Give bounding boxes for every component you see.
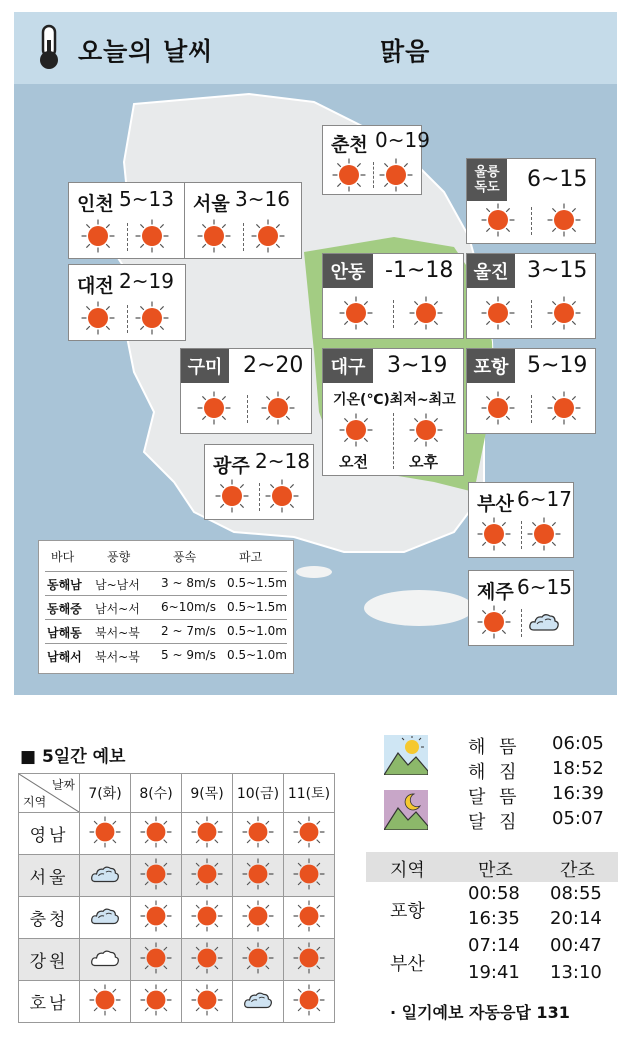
sun-icon bbox=[191, 900, 223, 932]
card-daegu bbox=[322, 348, 464, 476]
forecast-cell bbox=[131, 855, 182, 897]
tide-header-cell: 지역 bbox=[390, 860, 425, 881]
card-temp: 5~19 bbox=[527, 353, 588, 378]
card-city: 울진 bbox=[467, 254, 515, 288]
moonrise-label: 달 뜸 bbox=[468, 787, 521, 808]
sea-cell: 0.5~1.0m bbox=[227, 624, 287, 638]
card-jeju bbox=[468, 570, 574, 646]
tide-high: 07:14 bbox=[468, 935, 520, 956]
sun-icon bbox=[265, 479, 299, 513]
day-header: 11(토) bbox=[284, 774, 335, 813]
sun-icon bbox=[197, 219, 231, 253]
auto-response-footer: · 일기예보 자동응답 131 bbox=[390, 1003, 570, 1022]
sun-icon bbox=[251, 219, 285, 253]
card-temp: 0~19 bbox=[375, 128, 430, 152]
sea-header: 파고 bbox=[239, 550, 263, 564]
forecast-cell bbox=[80, 981, 131, 1023]
card-temp: 6~15 bbox=[517, 575, 572, 599]
forecast-cell bbox=[80, 813, 131, 855]
sea-header: 풍향 bbox=[107, 550, 131, 564]
sea-row bbox=[45, 619, 287, 642]
corner-cell bbox=[19, 774, 80, 813]
sun-icon bbox=[140, 942, 172, 974]
divider bbox=[521, 521, 522, 549]
sea-cell: 남서~서 bbox=[95, 602, 140, 616]
cloud-icon bbox=[89, 858, 121, 890]
card-city: 포항 bbox=[467, 349, 515, 383]
card-city: 광주 bbox=[213, 455, 250, 477]
region-label: 충청 bbox=[19, 897, 80, 939]
sun-icon bbox=[242, 816, 274, 848]
forecast-cell bbox=[131, 813, 182, 855]
sun-icon bbox=[293, 984, 325, 1016]
sea-cell: 0.5~1.5m bbox=[227, 600, 287, 614]
sea-cell: 2 ~ 7m/s bbox=[161, 624, 216, 638]
forecast-cell bbox=[182, 813, 233, 855]
divider bbox=[393, 300, 394, 328]
sun-icon bbox=[197, 391, 231, 425]
forecast-cell bbox=[182, 939, 233, 981]
forecast-cell bbox=[284, 981, 335, 1023]
card-city: 인천 bbox=[77, 193, 114, 215]
divider bbox=[531, 207, 532, 235]
sun-icon bbox=[339, 296, 373, 330]
sun-icon bbox=[547, 296, 581, 330]
sunrise-time: 06:05 bbox=[552, 733, 604, 754]
forecast-cell bbox=[233, 897, 284, 939]
sun-icon bbox=[140, 858, 172, 890]
divider bbox=[127, 223, 128, 251]
sea-cell: 0.5~1.0m bbox=[227, 648, 287, 662]
card-busan bbox=[468, 482, 574, 558]
card-ulleung-dokdo bbox=[466, 158, 596, 244]
card-andong bbox=[322, 253, 464, 339]
divider bbox=[247, 395, 248, 423]
moon-mountain-icon bbox=[384, 790, 428, 830]
forecast-cell bbox=[182, 981, 233, 1023]
sun-icon bbox=[140, 900, 172, 932]
forecast-cell bbox=[233, 855, 284, 897]
sun-icon bbox=[481, 391, 515, 425]
sun-icon bbox=[191, 984, 223, 1016]
sea-header: 풍속 bbox=[173, 550, 197, 564]
moonrise-time: 16:39 bbox=[552, 783, 604, 804]
sun-icon bbox=[140, 816, 172, 848]
card-temp: 3~19 bbox=[387, 353, 448, 378]
sea-cell: 동해중 bbox=[47, 602, 82, 616]
forecast-cell bbox=[131, 939, 182, 981]
sea-cell: 남해동 bbox=[47, 626, 82, 640]
day-header: 9(목) bbox=[182, 774, 233, 813]
sunset-label: 해 짐 bbox=[468, 762, 521, 783]
tide-header bbox=[366, 852, 618, 882]
sea-cell: 3 ~ 8m/s bbox=[161, 576, 216, 590]
sun-icon bbox=[135, 301, 169, 335]
forecast-title: ■ 5일간 예보 bbox=[20, 747, 126, 767]
sun-icon bbox=[409, 413, 443, 447]
sea-row bbox=[45, 595, 287, 618]
card-gumi bbox=[180, 348, 312, 434]
card-temp: 2~18 bbox=[255, 449, 310, 473]
card-city: 울릉 독도 bbox=[467, 159, 507, 201]
card-gwangju bbox=[204, 444, 314, 520]
sun-icon bbox=[89, 984, 121, 1016]
forecast-cell bbox=[233, 939, 284, 981]
forecast-row bbox=[19, 897, 335, 939]
weather-map bbox=[14, 12, 617, 695]
card-city: 안동 bbox=[323, 254, 373, 288]
forecast-cell bbox=[233, 981, 284, 1023]
card-temp: 6~17 bbox=[517, 487, 572, 511]
sun-icon bbox=[89, 816, 121, 848]
sun-icon bbox=[81, 301, 115, 335]
sun-icon bbox=[293, 942, 325, 974]
forecast-row bbox=[19, 855, 335, 897]
sea-cell: 북서~북 bbox=[95, 650, 140, 664]
condition-text: 맑음 bbox=[380, 37, 431, 66]
sea-row bbox=[45, 643, 287, 666]
sun-icon bbox=[215, 479, 249, 513]
region-label: 영남 bbox=[19, 813, 80, 855]
sun-icon bbox=[477, 517, 511, 551]
card-seoul bbox=[184, 182, 302, 259]
forecast-cell bbox=[284, 897, 335, 939]
sun-icon bbox=[242, 900, 274, 932]
divider bbox=[531, 300, 532, 328]
corner-top-label: 날짜 bbox=[51, 778, 75, 792]
sun-icon bbox=[140, 984, 172, 1016]
sun-icon bbox=[191, 816, 223, 848]
sun-icon bbox=[135, 219, 169, 253]
top-bar bbox=[14, 12, 617, 84]
forecast-table bbox=[18, 773, 335, 1023]
card-city: 구미 bbox=[181, 349, 229, 383]
card-city: 제주 bbox=[477, 581, 514, 603]
card-temp: 2~19 bbox=[119, 269, 174, 293]
divider bbox=[373, 162, 374, 188]
card-temp: 6~15 bbox=[527, 167, 588, 192]
forecast-cell bbox=[284, 855, 335, 897]
tide-low: 08:55 bbox=[550, 883, 602, 904]
divider bbox=[521, 609, 522, 637]
sun-icon bbox=[261, 391, 295, 425]
tide-high: 00:58 bbox=[468, 883, 520, 904]
tide-header-cell: 간조 bbox=[560, 860, 595, 881]
sunset-time: 18:52 bbox=[552, 758, 604, 779]
forecast-cell bbox=[80, 897, 131, 939]
sun-icon bbox=[379, 158, 413, 192]
divider bbox=[259, 483, 260, 511]
card-temp: 2~20 bbox=[243, 353, 304, 378]
card-chuncheon bbox=[322, 125, 430, 195]
sea-cell: 북서~북 bbox=[95, 626, 140, 640]
forecast-cell bbox=[284, 939, 335, 981]
forecast-cell bbox=[131, 981, 182, 1023]
forecast-cell bbox=[80, 939, 131, 981]
sun-icon bbox=[481, 296, 515, 330]
card-pohang bbox=[466, 348, 596, 434]
sea-cell: 0.5~1.5m bbox=[227, 576, 287, 590]
card-temp: -1~18 bbox=[385, 258, 454, 283]
page-title: 오늘의 날씨 bbox=[78, 37, 214, 66]
thermometer-icon bbox=[36, 24, 62, 70]
card-incheon bbox=[68, 182, 186, 259]
temp-legend: 기온(℃)최저~최고 bbox=[333, 392, 456, 408]
divider bbox=[531, 395, 532, 423]
tide-high: 16:35 bbox=[468, 908, 520, 929]
region-label: 강원 bbox=[19, 939, 80, 981]
sea-cell: 동해남 bbox=[47, 578, 82, 592]
sun-icon bbox=[339, 413, 373, 447]
sun-icon bbox=[477, 605, 511, 639]
sea-cell: 5 ~ 9m/s bbox=[161, 648, 216, 662]
region-label: 서울 bbox=[19, 855, 80, 897]
sun-icon bbox=[481, 203, 515, 237]
card-city: 춘천 bbox=[331, 134, 368, 156]
sun-icon bbox=[242, 942, 274, 974]
sunrise-label: 해 뜸 bbox=[468, 737, 521, 758]
card-city: 서울 bbox=[193, 193, 230, 215]
cloud-icon bbox=[242, 984, 274, 1016]
forecast-cell bbox=[233, 813, 284, 855]
sea-conditions-table bbox=[38, 540, 294, 674]
tide-low: 00:47 bbox=[550, 935, 602, 956]
forecast-cell bbox=[284, 813, 335, 855]
divider bbox=[243, 223, 244, 251]
cloud-icon bbox=[527, 605, 561, 639]
forecast-cell bbox=[80, 855, 131, 897]
sun-icon bbox=[332, 158, 366, 192]
forecast-row bbox=[19, 981, 335, 1023]
sun-icon bbox=[547, 391, 581, 425]
divider bbox=[393, 413, 394, 469]
sun-icon bbox=[191, 858, 223, 890]
card-daejeon bbox=[68, 264, 186, 341]
tide-header-cell: 만조 bbox=[478, 860, 513, 881]
tide-region: 포항 bbox=[390, 901, 425, 922]
am-label: 오전 bbox=[339, 453, 368, 471]
sea-cell: 남~남서 bbox=[95, 578, 140, 592]
card-city: 대전 bbox=[77, 275, 114, 297]
card-temp: 3~15 bbox=[527, 258, 588, 283]
sun-icon bbox=[293, 816, 325, 848]
sun-icon bbox=[191, 942, 223, 974]
sea-cell: 6~10m/s bbox=[161, 600, 216, 614]
cloud-icon bbox=[89, 900, 121, 932]
forecast-cell bbox=[131, 897, 182, 939]
cloud-outline-icon bbox=[89, 942, 121, 974]
sun-icon bbox=[81, 219, 115, 253]
moonset-time: 05:07 bbox=[552, 808, 604, 829]
forecast-header-row bbox=[19, 774, 335, 813]
region-label: 호남 bbox=[19, 981, 80, 1023]
pm-label: 오후 bbox=[409, 453, 438, 471]
day-header: 10(금) bbox=[233, 774, 284, 813]
sea-header: 바다 bbox=[51, 550, 75, 564]
forecast-cell bbox=[182, 855, 233, 897]
sea-row bbox=[45, 571, 287, 594]
corner-bottom-label: 지역 bbox=[23, 795, 47, 809]
card-uljin bbox=[466, 253, 596, 339]
card-temp: 5~13 bbox=[119, 187, 174, 211]
sun-icon bbox=[293, 900, 325, 932]
tide-region: 부산 bbox=[390, 954, 425, 975]
sun-icon bbox=[242, 858, 274, 890]
day-header: 8(수) bbox=[131, 774, 182, 813]
tide-low: 20:14 bbox=[550, 908, 602, 929]
sun-icon bbox=[547, 203, 581, 237]
sunrise-mountain-icon bbox=[384, 735, 428, 775]
tide-high: 19:41 bbox=[468, 962, 520, 983]
tide-low: 13:10 bbox=[550, 962, 602, 983]
sun-icon bbox=[527, 517, 561, 551]
divider bbox=[127, 305, 128, 333]
sea-cell: 남해서 bbox=[47, 650, 82, 664]
sun-icon bbox=[293, 858, 325, 890]
forecast-row bbox=[19, 813, 335, 855]
card-city: 대구 bbox=[323, 349, 373, 383]
day-header: 7(화) bbox=[80, 774, 131, 813]
card-city: 부산 bbox=[477, 493, 514, 515]
card-temp: 3~16 bbox=[235, 187, 290, 211]
moonset-label: 달 짐 bbox=[468, 812, 521, 833]
forecast-cell bbox=[182, 897, 233, 939]
forecast-row bbox=[19, 939, 335, 981]
sun-icon bbox=[409, 296, 443, 330]
